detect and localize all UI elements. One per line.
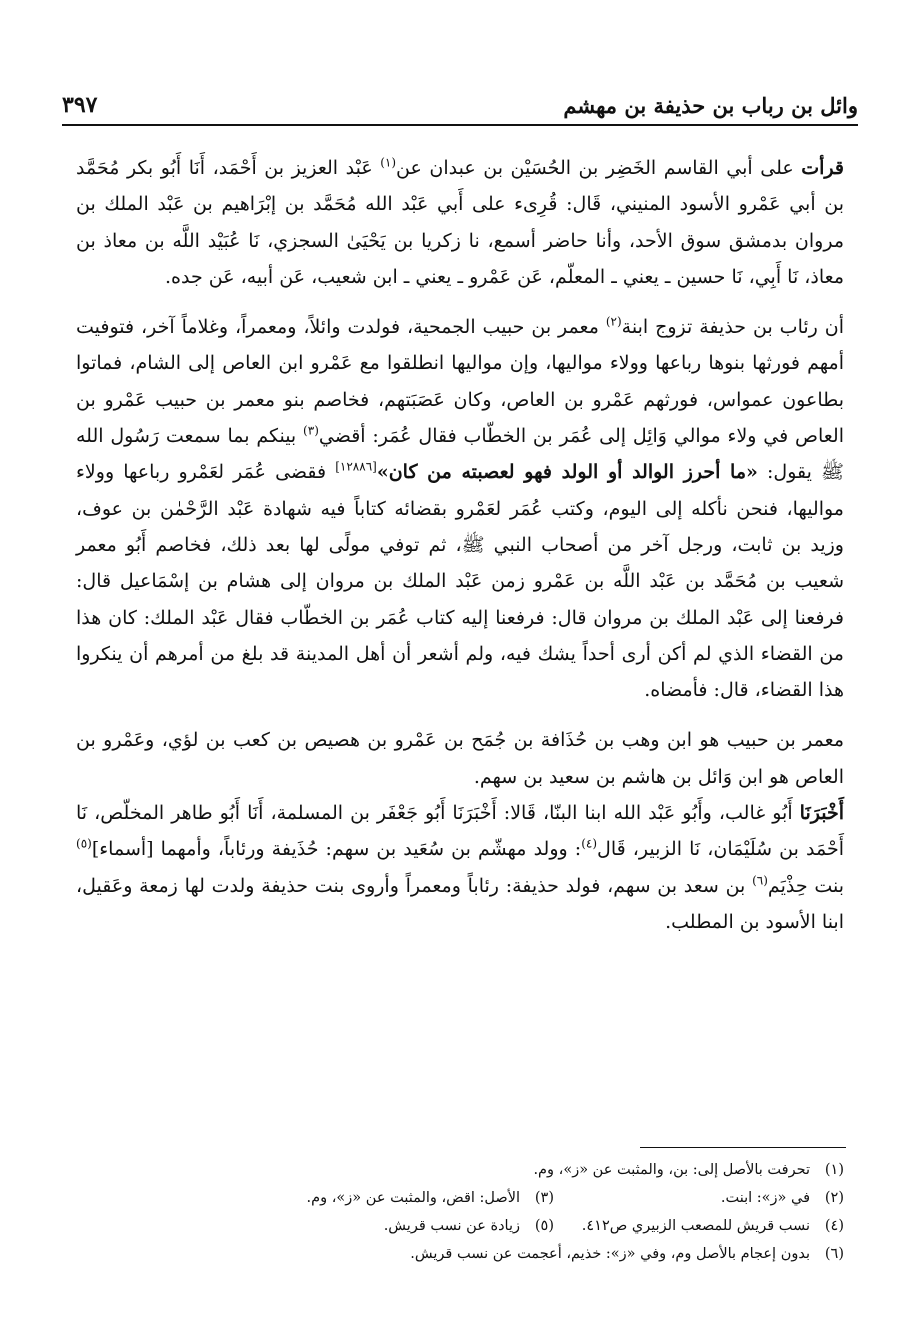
- paragraph-text: بينكم بما سمعت رَسُول الله ﷺ يقول:: [76, 425, 844, 484]
- footnote-1: [90, 1156, 844, 1184]
- paragraph-text: أن رئاب بن حذيفة تزوج ابنة: [621, 316, 844, 339]
- paragraph-text: على أبي القاسم الخَضِر بن الحُسَيْن بن عبدان عن: [396, 157, 802, 179]
- footnote-2: [554, 1184, 844, 1212]
- footnote-text: الأصل: اقض، والمثبت عن «ز»، وم.: [306, 1190, 520, 1206]
- footnote-number: (٢): [824, 1190, 844, 1206]
- paragraph-3: [76, 722, 844, 795]
- footnote-text: تحرفت بالأصل إلى: بن، والمثبت عن «ز»، وم.: [533, 1162, 810, 1178]
- paragraph-lead: قرأت: [801, 157, 844, 179]
- footnote-6: [90, 1240, 844, 1268]
- header-title: وائل بن رباب بن حذيفة بن مهشم: [563, 93, 858, 118]
- paragraph-4: [76, 795, 844, 940]
- footnote-4: [554, 1212, 844, 1240]
- footnote-number: (٥): [534, 1218, 554, 1234]
- paragraph-text: معمر بن حبيب الجمحية، فولدت وائلاً، ومعمراً، وغلاماً آخر، فتوفيت أمهم فورثها بنوها رباعها وولاء مواليها، وإن مواليها انطلقوا مع عَمْرو ابن العاص إلى الشام، فماتوا بطاعون عمواس، فورثهم عَمْرو بن العاص، وكان عَصَبَتهم، فخاصم بنو معمر بن حبيب عَمْرو بن العاص في ولاء موالي وَائِل إلى عُمَر بن الخطّاب فقال عُمَر: أقضي: [76, 316, 845, 448]
- footnote-text: بدون إعجام بالأصل وم، وفي «ز»: خذيم، أعجمت عن نسب قريش.: [410, 1246, 810, 1262]
- paragraph-lead: أَخْبَرَنَا: [799, 802, 844, 825]
- paragraph-text: أَبُو غالب، وأَبُو عَبْد الله ابنا البنّا، قَالا: أَخْبَرَنَا أَبُو جَعْفَر بن المسلمة، أَنَا أَبُو طاهر المخلّص، نَا أَحْمَد بن سُلَيْمَان، نَا الزبير، قَال: [76, 802, 844, 861]
- footnotes: [90, 1156, 844, 1268]
- footnote-text: زيادة عن نسب قريش.: [383, 1218, 520, 1234]
- footnote-ref: (٦): [752, 873, 768, 888]
- footnote-number: (١): [824, 1162, 844, 1178]
- footnote-text: نسب قريش للمصعب الزبيري ص٤١٢.: [581, 1218, 810, 1234]
- main-text: [76, 150, 844, 940]
- footnote-ref: (٥): [76, 837, 92, 852]
- paragraph-text: بن سعد بن سهم، فولد حذيفة: رئاباً ومعمراً وأروى بنت حذيفة ولدت لها زمعة وعَقيل، ابنا الأسود بن المطلب.: [76, 874, 844, 933]
- running-header: [62, 84, 858, 126]
- paragraph-text: عَبْد العزيز بن أَحْمَد، أَنَا أَبُو بكر مُحَمَّد بن أبي عَمْرو الأسود المنيني، قَال: قُرِىء على أَبي عَبْد الله مُحَمَّد بن إبْرَاهيم بن عَبْد الملك بن مروان بدمشق سوق الأحد، وأنا حاضر أسمع، نا زكريا بن يَحْيَىٰ السجزي، نَا عُبَيْد اللَّه بن معاذ بن معاذ، نَا أَبِي، نَا حسين ـ يعني ـ المعلّم، عَن عَمْرو ـ يعني ـ ابن شعيب، عَن أبيه، عَن جده.: [76, 157, 844, 288]
- footnote-ref: (٤): [581, 837, 598, 852]
- paragraph-text: : وولد مهشّم بن سُعَيد بن سهم: حُذَيفة ورئاباً، وأمهما [أسماء]: [91, 838, 582, 861]
- page-number: ٣٩٧: [62, 92, 98, 118]
- paragraph-1: [76, 150, 844, 295]
- footnote-ref: (٣): [303, 423, 319, 438]
- hadith-quote: «ما أحرز الوالد أو الولد فهو لعصبته من كان»: [376, 461, 758, 484]
- footnote-ref: (٢): [605, 314, 622, 329]
- footnote-5: [384, 1212, 554, 1240]
- footnote-3: [307, 1184, 554, 1212]
- footnote-row: [90, 1212, 844, 1240]
- paragraph-text: معمر بن حبيب هو ابن وهب بن حُذَافة بن جُمَح بن عَمْرو بن هصيص بن كعب بن لؤي، وعَمْرو بن العاص هو ابن وَائل بن هاشم بن سعيد بن سهم.: [76, 729, 844, 788]
- footnote-ref: (١): [380, 155, 397, 170]
- footnote-divider: [640, 1147, 846, 1148]
- footnote-number: (٣): [534, 1190, 554, 1206]
- paragraph-text: بنت حِذْيَم: [767, 874, 844, 897]
- hadith-number: [١٢٨٨٦]: [335, 460, 377, 475]
- paragraph-2: [76, 309, 844, 708]
- footnote-number: (٦): [824, 1246, 844, 1262]
- footnote-number: (٤): [824, 1218, 844, 1234]
- footnote-row: [90, 1184, 844, 1212]
- paragraph-text: فقضى عُمَر لعَمْرو رباعها وولاء مواليها، فنحن نأكله إلى اليوم، وكتب عُمَر لعَمْرو بقضائه كتاباً فيه شهادة عَبْد الرَّحْمٰن بن عوف، وزيد بن ثابت، ورجل آخر من أصحاب النبي ﷺ، ثم توفي مولًى لها بعد ذلك، فخاصم أَبُو معمر شعيب بن مُحَمَّد بن عَبْد اللَّه بن عَمْرو زمن عَبْد الملك بن مروان إلى هشام بن إسْمَاعيل قال: فرفعنا إلى عَبْد الملك بن مروان قال: فرفعنا إليه كتاب عُمَر بن الخطّاب فقال عَبْد الملك: كان هذا من القضاء الذي لم أكن أرى أحداً يشك فيه، ولم أشعر أن أهل المدينة قد بلغ من أمرهم أن ينكروا هذا القضاء، قال: فأمضاه.: [76, 461, 844, 702]
- footnote-text: في «ز»: ابنت.: [720, 1190, 810, 1206]
